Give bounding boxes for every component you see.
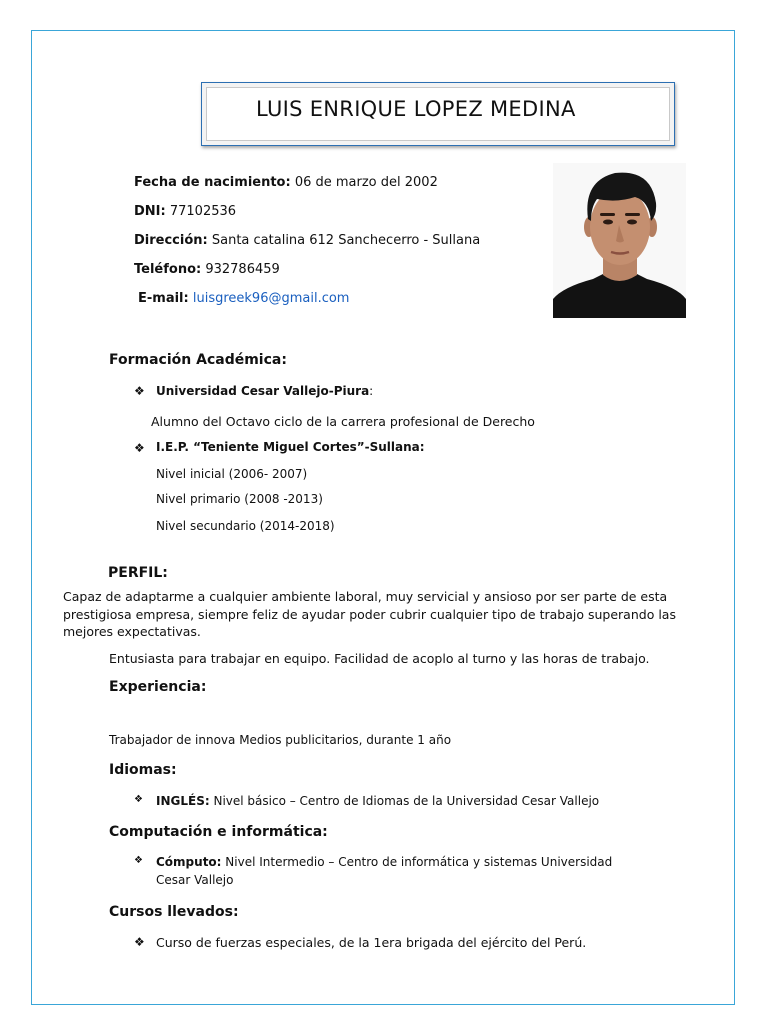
birth-value: 06 de marzo del 2002 <box>294 175 438 190</box>
course-item: Curso de fuerzas especiales, de la 1era brigada del ejército del Perú. <box>156 935 587 950</box>
computing-value-line1: Nivel Intermedio – Centro de informática y sistemas Universidad <box>225 855 613 869</box>
school-name: I.E.P. “Teniente Miguel Cortes”-Sullana: <box>156 440 425 454</box>
profile-photo <box>553 163 686 318</box>
phone-row <box>134 262 280 277</box>
dni-label: DNI: <box>134 204 166 219</box>
diamond-bullet-icon: ❖ <box>134 935 145 949</box>
level-item: Nivel inicial (2006- 2007) <box>156 467 308 481</box>
dni-value: 77102536 <box>169 204 237 219</box>
name-header-box <box>201 82 675 146</box>
university-item <box>156 384 373 398</box>
profile-paragraph-2: Entusiasta para trabajar en equipo. Facilidad de acoplo al turno y las horas de trabajo. <box>109 651 650 666</box>
computing-heading: Computación e informática: <box>109 824 328 840</box>
experience-item: Trabajador de innova Medios publicitarios, durante 1 año <box>109 733 452 747</box>
phone-label: Teléfono: <box>134 262 202 277</box>
computing-item <box>156 855 612 869</box>
university-detail: Alumno del Octavo ciclo de la carrera profesional de Derecho <box>151 414 535 429</box>
email-label: E-mail: <box>138 291 189 306</box>
diamond-bullet-icon: ❖ <box>134 384 145 398</box>
diamond-bullet-icon: ❖ <box>134 855 143 866</box>
experience-heading: Experiencia: <box>109 679 207 695</box>
address-row <box>134 233 480 248</box>
university-name: Universidad Cesar Vallejo-Piura <box>156 384 370 398</box>
computing-value-line2: Cesar Vallejo <box>156 873 234 887</box>
profile-heading: PERFIL: <box>108 565 168 581</box>
language-label: INGLÉS: <box>156 794 210 808</box>
languages-heading: Idiomas: <box>109 762 177 778</box>
phone-value: 932786459 <box>205 262 280 277</box>
birth-row <box>134 175 438 190</box>
birth-label: Fecha de nacimiento: <box>134 175 291 190</box>
university-colon: : <box>369 384 374 398</box>
language-item <box>156 794 599 808</box>
dni-row <box>134 204 236 219</box>
language-value: Nivel básico – Centro de Idiomas de la Universidad Cesar Vallejo <box>213 794 600 808</box>
profile-paragraph: Capaz de adaptarme a cualquier ambiente laboral, muy servicial y ansioso por ser parte de esta prestigiosa empresa, siempre feliz de ayudar poder cubrir cualquier tipo de trabajo superando las mejores expectativas. <box>63 589 676 639</box>
email-link[interactable]: luisgreek96@gmail.com <box>192 291 350 306</box>
person-silhouette-icon <box>553 163 686 318</box>
level-item: Nivel primario (2008 -2013) <box>156 492 323 506</box>
address-label: Dirección: <box>134 233 208 248</box>
candidate-name: LUIS ENRIQUE LOPEZ MEDINA <box>256 97 576 121</box>
courses-heading: Cursos llevados: <box>109 904 239 920</box>
education-heading: Formación Académica: <box>109 352 287 368</box>
level-item: Nivel secundario (2014-2018) <box>156 519 335 533</box>
diamond-bullet-icon: ❖ <box>134 794 143 805</box>
computing-label: Cómputo: <box>156 855 222 869</box>
email-row <box>138 291 349 306</box>
address-value: Santa catalina 612 Sanchecerro - Sullana <box>211 233 481 248</box>
diamond-bullet-icon: ❖ <box>134 441 145 455</box>
